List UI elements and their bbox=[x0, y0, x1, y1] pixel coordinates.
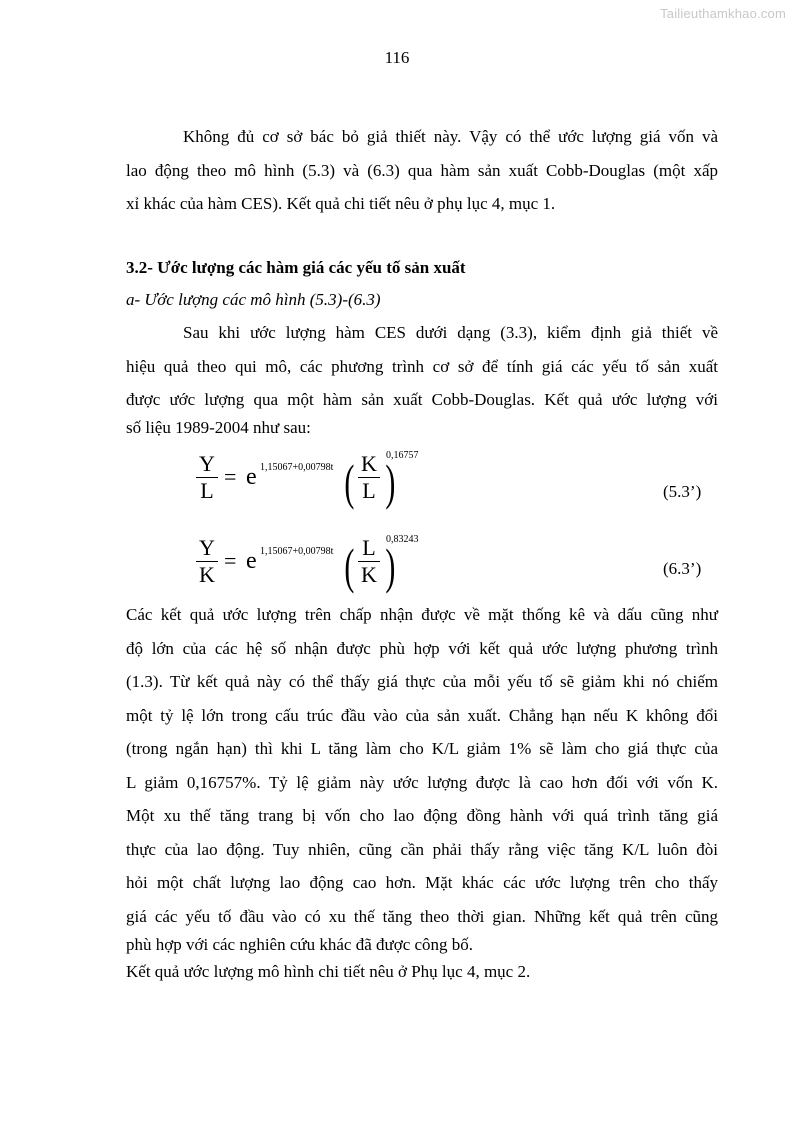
equation-label-6-3: (6.3’) bbox=[663, 559, 702, 578]
intro-line-2: lao động theo mô hình (5.3) và (6.3) qua hàm sản xuất Cobb-Douglas (một xấp bbox=[126, 161, 718, 180]
rhs-numerator: K bbox=[361, 451, 377, 476]
exp-base: e bbox=[246, 548, 257, 574]
lhs-fraction bbox=[196, 452, 218, 503]
para2-line-5: (trong ngắn hạn) thì khi L tăng làm cho K/L giảm 1% sẽ làm cho giá thực của bbox=[126, 739, 718, 758]
para2-line-10: giá các yếu tố đầu vào có xu thế tăng theo thời gian. Những kết quả trên cũng bbox=[126, 907, 718, 926]
intro-line-3: xỉ khác của hàm CES). Kết quả chi tiết nêu ở phụ lục 4, mục 1. bbox=[126, 194, 556, 213]
para2-line-3: (1.3). Từ kết quả này có thể thấy giá thực của mỗi yếu tố sẽ giảm khi nó chiếm bbox=[126, 672, 718, 691]
rhs-exponent: 0,83243 bbox=[386, 534, 419, 545]
equals-sign: = bbox=[224, 464, 237, 489]
closing-line: Kết quả ước lượng mô hình chi tiết nêu ở Phụ lục 4, mục 2. bbox=[126, 962, 531, 981]
para1-line-2: hiệu quả theo qui mô, các phương trình cơ sở để tính giá các yếu tố sản xuất bbox=[126, 357, 718, 376]
lhs-numerator: Y bbox=[199, 451, 215, 476]
section-heading: 3.2- Ước lượng các hàm giá các yếu tố sản xuất bbox=[126, 258, 466, 277]
para2-line-6: L giảm 0,16757%. Tỷ lệ giảm này ước lượng được là cao hơn đối với vốn K. bbox=[126, 773, 718, 792]
rhs-fraction bbox=[358, 536, 380, 587]
intro-line-1: Không đủ cơ sở bác bỏ giả thiết này. Vậy có thể ước lượng giá vốn và bbox=[183, 127, 718, 146]
rhs-denominator: L bbox=[362, 478, 376, 503]
lhs-denominator: K bbox=[199, 562, 215, 587]
equation-label-5-3: (5.3’) bbox=[663, 482, 702, 501]
page-number: 116 bbox=[384, 48, 410, 67]
rhs-denominator: K bbox=[361, 562, 377, 587]
right-paren: ) bbox=[385, 454, 396, 510]
exp-base: e bbox=[246, 464, 257, 490]
para2-line-4: một tỷ lệ lớn trong cấu trúc đầu vào của sản xuất. Chẳng hạn nếu K không đổi bbox=[126, 706, 718, 725]
para2-line-7: Một xu thế tăng trang bị vốn cho lao động đồng hành với quá trình tăng giá bbox=[126, 806, 718, 825]
rhs-numerator: L bbox=[362, 535, 376, 560]
subsection-heading: a- Ước lượng các mô hình (5.3)-(6.3) bbox=[126, 290, 381, 309]
exponent: 1,15067+0,00798t bbox=[260, 462, 334, 473]
right-paren: ) bbox=[385, 538, 396, 594]
para2-line-1: Các kết quả ước lượng trên chấp nhận được về mặt thống kê và dấu cũng như bbox=[126, 605, 718, 624]
para1-line-3: được ước lượng qua một hàm sản xuất Cobb-Douglas. Kết quả ước lượng với bbox=[126, 390, 718, 409]
para1-line-1: Sau khi ước lượng hàm CES dưới dạng (3.3), kiểm định giả thiết về bbox=[183, 323, 718, 342]
para2-line-11: phù hợp với các nghiên cứu khác đã được công bố. bbox=[126, 935, 474, 954]
lhs-fraction bbox=[196, 536, 218, 587]
rhs-exponent: 0,16757 bbox=[386, 450, 419, 461]
exponent: 1,15067+0,00798t bbox=[260, 546, 334, 557]
watermark: Tailieuthamkhao.com bbox=[660, 6, 786, 21]
para2-line-8: thực của lao động. Tuy nhiên, cũng cần phải thấy rằng việc tăng K/L luôn đòi bbox=[126, 840, 718, 859]
left-paren: ( bbox=[344, 454, 355, 510]
lhs-numerator: Y bbox=[199, 535, 215, 560]
para1-line-4: số liệu 1989-2004 như sau: bbox=[126, 418, 311, 437]
equals-sign: = bbox=[224, 548, 237, 573]
lhs-denominator: L bbox=[200, 478, 214, 503]
para2-line-2: độ lớn của các hệ số nhận được phù hợp với kết quả ước lượng phương trình bbox=[126, 639, 718, 658]
para2-line-9: hỏi một chất lượng lao động cao hơn. Mặt khác các ước lượng trên cho thấy bbox=[126, 873, 718, 892]
rhs-fraction bbox=[358, 452, 380, 503]
left-paren: ( bbox=[344, 538, 355, 594]
